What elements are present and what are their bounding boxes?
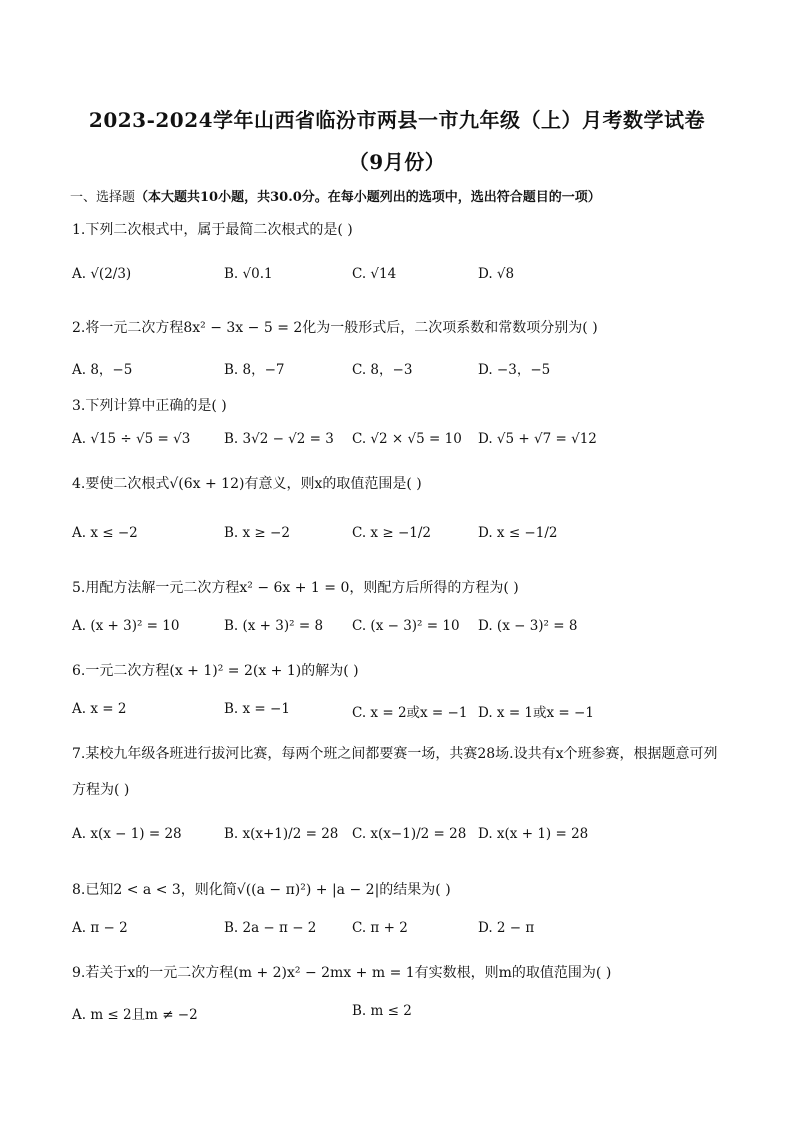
q4-option-c: C. x ≥ −1/2 — [352, 525, 431, 541]
exam-title: 2023-2024学年山西省临汾市两县一市九年级（上）月考数学试卷 — [88, 108, 706, 132]
q4-option-d: D. x ≤ −1/2 — [478, 525, 558, 541]
section-header — [70, 186, 601, 205]
q5-option-d: D. (x − 3)² = 8 — [478, 618, 578, 634]
q7-option-d: D. x(x + 1) = 28 — [478, 826, 589, 842]
q5-option-b: B. (x + 3)² = 8 — [224, 618, 324, 634]
q1-option-b: B. √0.1 — [224, 266, 273, 282]
q6-option-b: B. x = −1 — [224, 701, 290, 717]
q3-option-d: D. √5 + √7 = √12 — [478, 431, 597, 447]
q2-option-a: A. 8，−5 — [72, 362, 133, 378]
q4-option-a: A. x ≤ −2 — [72, 525, 138, 541]
q6-option-c: C. x = 2或x = −1 — [352, 705, 468, 721]
question-8: 8.已知2 < a < 3，则化简√((a − π)²) + |a − 2|的结果为( ) — [72, 882, 451, 898]
q7-option-a: A. x(x − 1) = 28 — [72, 826, 182, 842]
q6-option-a: A. x = 2 — [72, 701, 127, 717]
q7-option-b: B. x(x+1)/2 = 28 — [224, 826, 339, 842]
q4-option-b: B. x ≥ −2 — [224, 525, 290, 541]
q9-option-a: A. m ≤ 2且m ≠ −2 — [72, 1007, 198, 1023]
question-3: 3.下列计算中正确的是( ) — [72, 398, 227, 414]
question-1: 1.下列二次根式中，属于最简二次根式的是( ) — [72, 222, 353, 238]
q2-option-d: D. −3，−5 — [478, 362, 551, 378]
question-7: 7.某校九年级各班进行拔河比赛，每两个班之间都要赛一场，共赛28场.设共有x个班参赛，根据题意可列 — [72, 746, 718, 762]
q1-option-d: D. √8 — [478, 266, 515, 282]
q2-option-c: C. 8，−3 — [352, 362, 413, 378]
q2-option-b: B. 8，−7 — [224, 362, 285, 378]
question-5: 5.用配方法解一元二次方程x² − 6x + 1 = 0，则配方后所得的方程为( ) — [72, 580, 519, 596]
q5-option-a: A. (x + 3)² = 10 — [72, 618, 180, 634]
q6-option-d: D. x = 1或x = −1 — [478, 705, 594, 721]
exam-subtitle: （9月份） — [348, 150, 446, 174]
q3-option-b: B. 3√2 − √2 = 3 — [224, 431, 334, 447]
question-9: 9.若关于x的一元二次方程(m + 2)x² − 2mx + m = 1有实数根，则m的取值范围为( ) — [72, 965, 612, 981]
q1-option-a: A. √(2/3) — [72, 266, 132, 282]
question-4: 4.要使二次根式√(6x + 12)有意义，则x的取值范围是( ) — [72, 476, 422, 492]
q1-option-c: C. √14 — [352, 266, 397, 282]
q9-option-b: B. m ≤ 2 — [352, 1003, 412, 1019]
question-6: 6.一元二次方程(x + 1)² = 2(x + 1)的解为( ) — [72, 663, 359, 679]
q5-option-c: C. (x − 3)² = 10 — [352, 618, 460, 634]
q8-option-c: C. π + 2 — [352, 920, 408, 936]
q3-option-a: A. √15 ÷ √5 = √3 — [72, 431, 191, 447]
question-2: 2.将一元二次方程8x² − 3x − 5 = 2化为一般形式后，二次项系数和常数项分别为( ) — [72, 320, 598, 336]
q7-option-c: C. x(x−1)/2 = 28 — [352, 826, 467, 842]
q8-option-a: A. π − 2 — [72, 920, 128, 936]
section-label: 一、选择题 — [70, 190, 136, 205]
q8-option-b: B. 2a − π − 2 — [224, 920, 317, 936]
question-7-cont: 方程为( ) — [72, 782, 130, 798]
section-desc: （本大题共10小题，共30.0分。在每小题列出的选项中，选出符合题目的一项） — [135, 190, 601, 205]
q8-option-d: D. 2 − π — [478, 920, 535, 936]
q3-option-c: C. √2 × √5 = 10 — [352, 431, 462, 447]
